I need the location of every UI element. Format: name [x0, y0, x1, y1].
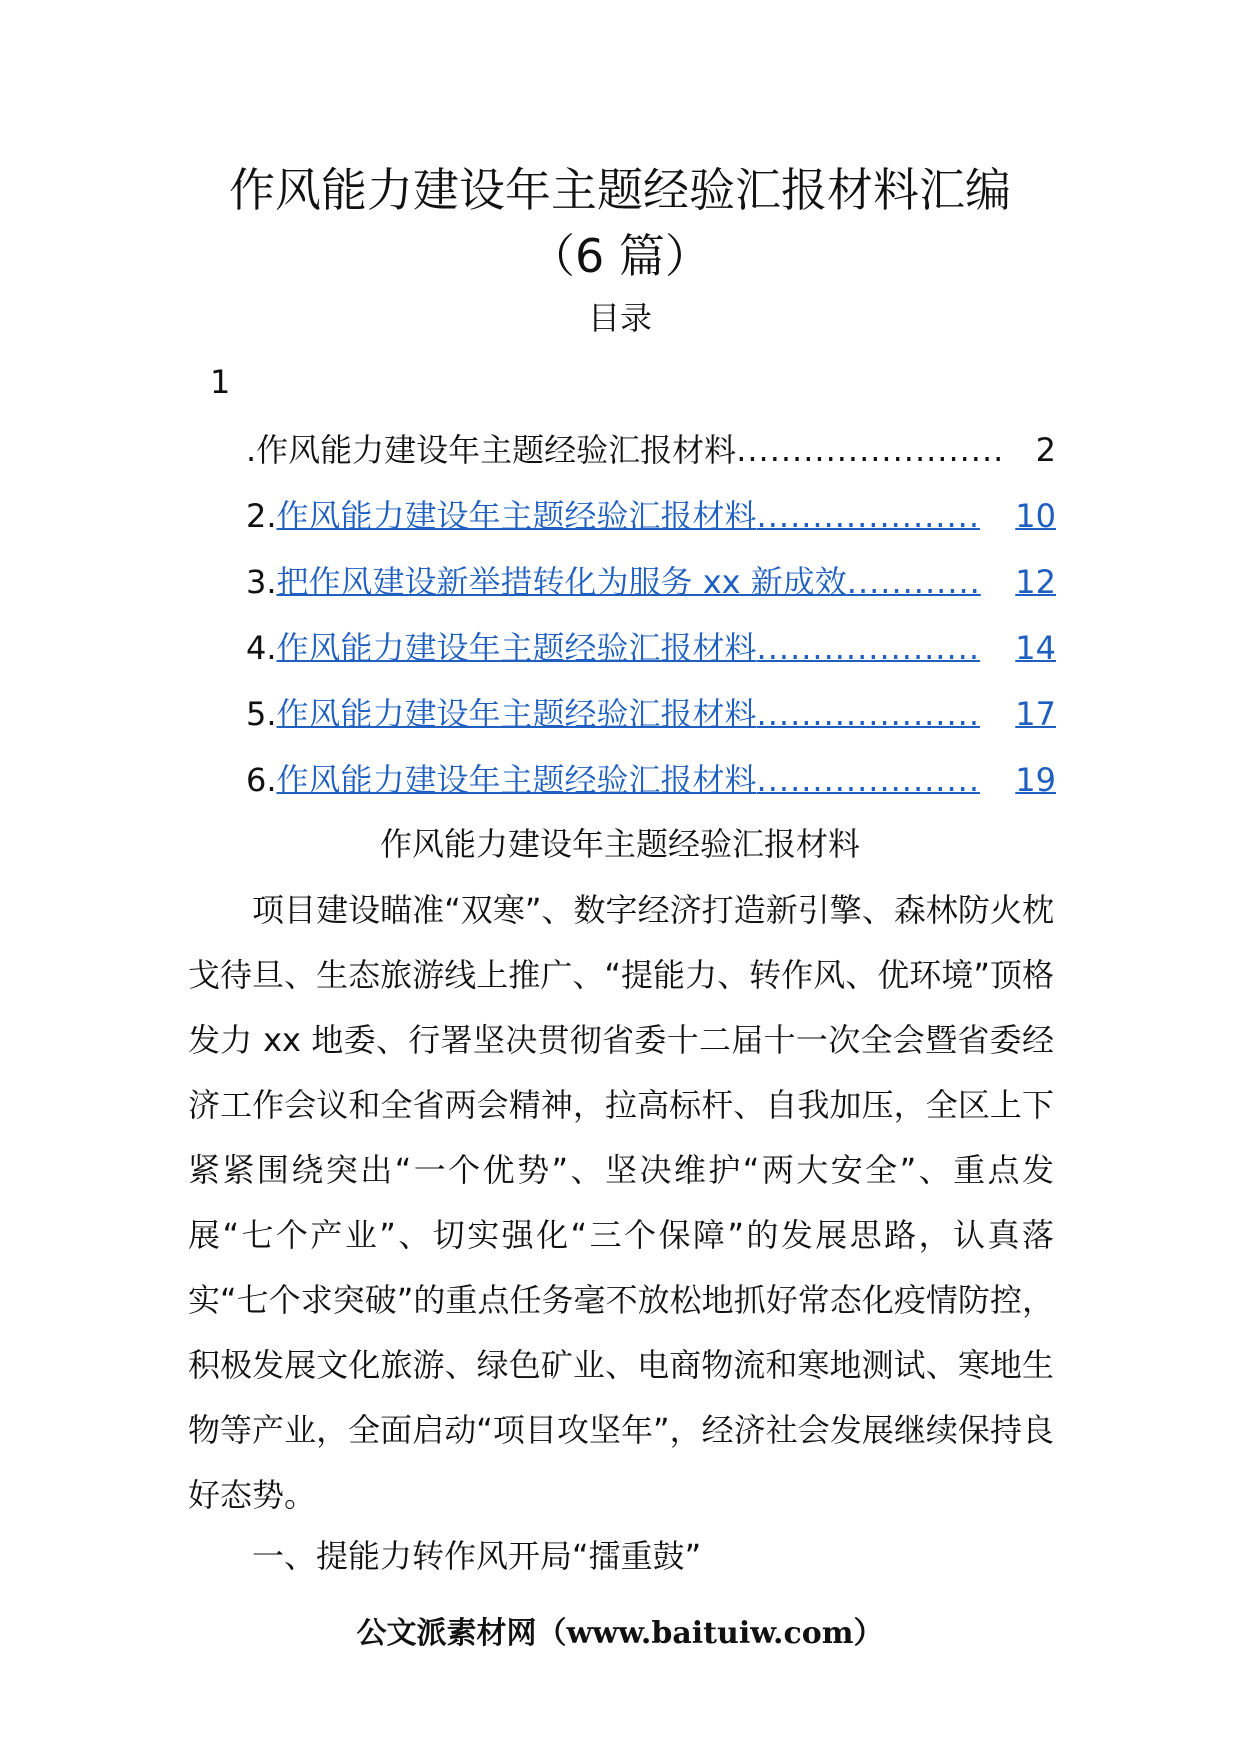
body-paragraph: 项目建设瞄准“双寒”、数字经济打造新引擎、森林防火枕戈待旦、生态旅游线上推广、“提能力、转作风、优环境”顶格发力 xx 地委、行署坚决贯彻省委十二届十一次全会暨省委经济工作会议和全省两会精神，拉高标杆、自我加压，全区上下紧紧围绕突出“一个优势”、坚决维护“两大安全”、重点发展“七个产业”、切实强化“三个保障”的发展思路，认真落实“七个求突破”的重点任务毫不放松地抓好常态化疫情防控，积极发展文化旅游、绿色矿业、电商物流和寒地测试、寒地生物等产业，全面启动“项目攻坚年”，经济社会发展继续保持良好态势。	[188, 891, 1054, 1514]
toc-entry-3[interactable]	[246, 560, 1056, 626]
toc-entry-number: 6.	[246, 761, 277, 799]
toc-entry-page[interactable]: 17	[1015, 695, 1056, 733]
toc-entry-page[interactable]: 14	[1015, 629, 1056, 667]
toc-entry-page[interactable]: 19	[1015, 761, 1056, 799]
toc-entry-number: 4.	[246, 629, 277, 667]
toc-entry-number: 3.	[246, 563, 277, 601]
toc-heading: 目录	[587, 299, 652, 337]
footer-watermark: 公文派素材网（www.baituiw.com）	[356, 1616, 884, 1651]
toc-entry-link[interactable]: 作风能力建设年主题经验汇报材料	[276, 629, 757, 667]
toc-entry-leader[interactable]: ............	[846, 563, 981, 601]
section-title: 作风能力建设年主题经验汇报材料	[379, 825, 860, 863]
toc-entry-6[interactable]	[246, 758, 1056, 824]
toc-entry-5[interactable]	[246, 692, 1056, 758]
toc-entry-leader[interactable]: ....................	[756, 695, 980, 733]
table-of-contents	[246, 428, 1056, 824]
toc-entry-4[interactable]	[246, 626, 1056, 692]
toc-entry-number: 5.	[246, 695, 277, 733]
toc-entry-text: .作风能力建设年主题经验汇报材料	[246, 431, 737, 469]
toc-entry-leader[interactable]: ....................	[756, 497, 980, 535]
toc-entry-number: 2.	[246, 497, 277, 535]
toc-entry-leader[interactable]: ....................	[756, 761, 980, 799]
toc-entry-page[interactable]: 12	[1015, 563, 1056, 601]
toc-entry-page[interactable]: 10	[1015, 497, 1056, 535]
toc-entry-leader: ........................	[736, 431, 1005, 469]
toc-entry-page: 2	[1035, 431, 1056, 469]
toc-entry-leader[interactable]: ....................	[756, 629, 980, 667]
document-title: 作风能力建设年主题经验汇报材料汇编	[229, 163, 1011, 217]
document-title-count: （6 篇）	[529, 229, 711, 283]
toc-entry-link[interactable]: 作风能力建设年主题经验汇报材料	[276, 497, 757, 535]
toc-entry-2[interactable]	[246, 494, 1056, 560]
toc-first-number: 1	[210, 363, 231, 401]
toc-entry-1[interactable]	[246, 428, 1056, 494]
toc-entry-link[interactable]: 作风能力建设年主题经验汇报材料	[276, 761, 757, 799]
toc-entry-link[interactable]: 作风能力建设年主题经验汇报材料	[276, 695, 757, 733]
toc-entry-link[interactable]: 把作风建设新举措转化为服务 xx 新成效	[276, 563, 847, 601]
section-heading: 一、提能力转作风开局“擂重鼓”	[252, 1537, 702, 1575]
